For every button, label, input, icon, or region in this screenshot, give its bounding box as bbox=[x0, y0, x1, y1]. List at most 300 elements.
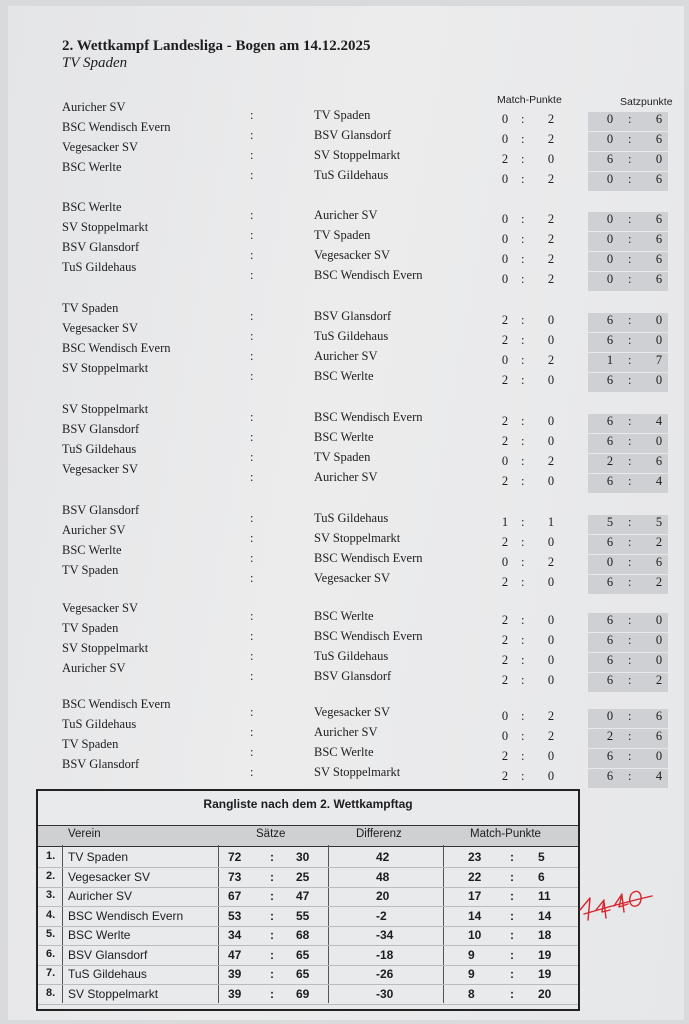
team-separator: : bbox=[250, 128, 254, 142]
difference: -30 bbox=[376, 986, 394, 1001]
sets-for: 73 bbox=[228, 869, 242, 884]
team-separator: : bbox=[250, 108, 254, 122]
away-team: BSC Werlte bbox=[314, 745, 374, 759]
match-points-colon: : bbox=[521, 414, 525, 428]
match-points-colon: : bbox=[521, 633, 525, 647]
match-points-away: 0 bbox=[547, 749, 555, 763]
match-row bbox=[0, 200, 689, 226]
match-points-colon: : bbox=[521, 535, 525, 549]
match-points-away: 2 bbox=[547, 454, 555, 468]
match-points-home: 0 bbox=[501, 132, 509, 146]
match-points-for: 14 bbox=[468, 908, 482, 923]
team-separator: : bbox=[250, 649, 254, 663]
match-points-away: 0 bbox=[547, 673, 555, 687]
match-points-colon: : bbox=[521, 333, 525, 347]
match-row bbox=[0, 621, 689, 647]
match-points-colon: : bbox=[521, 729, 525, 743]
sets-colon: : bbox=[270, 889, 274, 903]
home-team: Vegesacker SV bbox=[62, 321, 139, 335]
set-points-colon: : bbox=[628, 212, 632, 226]
ranking-row bbox=[38, 906, 578, 927]
match-points-home: 0 bbox=[501, 555, 509, 569]
match-points-colon: : bbox=[521, 272, 525, 286]
sets-against: 55 bbox=[296, 908, 310, 923]
set-points-away: 6 bbox=[655, 112, 663, 126]
ranking-header-row bbox=[38, 825, 578, 847]
match-row bbox=[0, 757, 689, 783]
set-points-away: 0 bbox=[655, 373, 663, 387]
match-points-home: 2 bbox=[501, 749, 509, 763]
sets-colon: : bbox=[270, 869, 274, 884]
set-points-home: 0 bbox=[606, 272, 614, 286]
team-separator: : bbox=[250, 329, 254, 343]
sets-for: 39 bbox=[228, 967, 242, 981]
match-points-away: 0 bbox=[547, 575, 555, 589]
away-team: TuS Gildehaus bbox=[314, 511, 389, 525]
match-points-away: 2 bbox=[547, 353, 555, 367]
sets-against: 65 bbox=[296, 967, 310, 981]
ranking-row bbox=[38, 925, 578, 946]
set-points-away: 0 bbox=[655, 313, 663, 327]
away-team: TV Spaden bbox=[314, 450, 371, 464]
match-points-colon: : bbox=[521, 575, 525, 589]
team-separator: : bbox=[250, 765, 254, 779]
ranking-title: Rangliste nach dem 2. Wettkampftag bbox=[203, 797, 413, 811]
sets-against: 65 bbox=[296, 947, 310, 962]
set-points-home: 6 bbox=[606, 575, 614, 589]
match-points-home: 0 bbox=[501, 172, 509, 186]
home-team: Vegesacker SV bbox=[62, 140, 139, 154]
set-points-colon: : bbox=[628, 653, 632, 667]
match-points-colon: : bbox=[521, 653, 525, 667]
set-points-home: 1 bbox=[606, 353, 614, 367]
sets-colon: : bbox=[270, 850, 274, 864]
ranking-row bbox=[38, 847, 578, 868]
match-row bbox=[0, 140, 689, 166]
set-points-colon: : bbox=[628, 555, 632, 569]
match-points-against: 14 bbox=[538, 908, 552, 923]
away-team: Vegesacker SV bbox=[314, 248, 391, 262]
away-team: TuS Gildehaus bbox=[314, 168, 389, 182]
rank-number: 6. bbox=[46, 947, 56, 960]
team-separator: : bbox=[250, 268, 254, 282]
set-points-away: 0 bbox=[655, 653, 663, 667]
match-points-home: 2 bbox=[501, 333, 509, 347]
match-row bbox=[0, 523, 689, 549]
match-points-away: 1 bbox=[547, 515, 555, 529]
team-separator: : bbox=[250, 609, 254, 623]
match-points-away: 0 bbox=[547, 474, 555, 488]
match-points-away: 2 bbox=[547, 252, 555, 266]
match-points-colon: : bbox=[521, 252, 525, 266]
difference: -34 bbox=[376, 928, 394, 942]
set-points-home: 2 bbox=[606, 454, 614, 468]
match-points-home: 0 bbox=[501, 232, 509, 246]
match-row bbox=[0, 543, 689, 569]
header-team: Verein bbox=[68, 828, 101, 840]
match-row bbox=[0, 503, 689, 529]
match-points-away: 0 bbox=[547, 769, 555, 783]
home-team: SV Stoppelmarkt bbox=[62, 220, 149, 234]
team-separator: : bbox=[250, 531, 254, 545]
match-points-header: Match-Punkte bbox=[497, 94, 562, 106]
set-points-header: Satzpunkte bbox=[620, 96, 673, 108]
home-team: BSC Wendisch Evern bbox=[62, 697, 171, 711]
match-points-home: 2 bbox=[501, 769, 509, 783]
match-points-colon: : bbox=[521, 555, 525, 569]
handwritten-signature bbox=[576, 880, 656, 926]
rank-number: 3. bbox=[46, 889, 56, 901]
match-points-home: 0 bbox=[501, 112, 509, 126]
match-row bbox=[0, 160, 689, 186]
home-team: SV Stoppelmarkt bbox=[62, 361, 149, 375]
set-points-colon: : bbox=[628, 709, 632, 723]
match-points-against: 6 bbox=[538, 869, 545, 884]
match-points-colon: : bbox=[521, 749, 525, 763]
set-points-colon: : bbox=[628, 673, 632, 687]
set-points-away: 0 bbox=[655, 749, 663, 763]
set-points-home: 6 bbox=[606, 313, 614, 327]
match-points-home: 2 bbox=[501, 535, 509, 549]
team-separator: : bbox=[250, 208, 254, 222]
match-points-home: 0 bbox=[501, 353, 509, 367]
match-points-colon: : bbox=[510, 850, 514, 864]
ranking-row bbox=[38, 867, 578, 888]
away-team: SV Stoppelmarkt bbox=[314, 148, 401, 162]
match-row bbox=[0, 361, 689, 387]
handwritten-stroke bbox=[580, 898, 590, 920]
difference: 42 bbox=[376, 850, 390, 864]
match-points-colon: : bbox=[510, 986, 514, 1001]
team-separator: : bbox=[250, 745, 254, 759]
match-row bbox=[0, 697, 689, 723]
header-match-points: Match-Punkte bbox=[470, 828, 541, 840]
match-points-colon: : bbox=[521, 353, 525, 367]
rank-number: 2. bbox=[46, 869, 56, 882]
match-points-for: 8 bbox=[468, 986, 475, 1001]
match-points-home: 2 bbox=[501, 474, 509, 488]
home-team: BSC Wendisch Evern bbox=[62, 120, 171, 134]
set-points-away: 0 bbox=[655, 434, 663, 448]
team-name: BSC Wendisch Evern bbox=[68, 908, 184, 923]
set-points-away: 6 bbox=[655, 729, 663, 743]
match-points-colon: : bbox=[521, 474, 525, 488]
away-team: BSC Wendisch Evern bbox=[314, 629, 423, 643]
match-points-away: 0 bbox=[547, 653, 555, 667]
match-row bbox=[0, 601, 689, 627]
set-points-away: 0 bbox=[655, 152, 663, 166]
set-points-colon: : bbox=[628, 272, 632, 286]
set-points-colon: : bbox=[628, 454, 632, 468]
match-row bbox=[0, 563, 689, 589]
set-points-home: 6 bbox=[606, 653, 614, 667]
team-name: Auricher SV bbox=[68, 889, 133, 903]
match-points-away: 0 bbox=[547, 414, 555, 428]
away-team: BSC Wendisch Evern bbox=[314, 268, 423, 282]
set-points-colon: : bbox=[628, 152, 632, 166]
match-points-colon: : bbox=[521, 515, 525, 529]
set-points-away: 6 bbox=[655, 709, 663, 723]
set-points-away: 2 bbox=[655, 535, 663, 549]
set-points-home: 6 bbox=[606, 474, 614, 488]
set-points-colon: : bbox=[628, 112, 632, 126]
set-points-away: 6 bbox=[655, 454, 663, 468]
set-points-colon: : bbox=[628, 232, 632, 246]
match-points-colon: : bbox=[510, 947, 514, 962]
match-points-against: 11 bbox=[538, 889, 551, 903]
difference: -2 bbox=[376, 908, 387, 923]
home-team: Auricher SV bbox=[62, 100, 126, 114]
set-points-home: 6 bbox=[606, 769, 614, 783]
match-points-home: 2 bbox=[501, 575, 509, 589]
team-separator: : bbox=[250, 725, 254, 739]
ranking-row bbox=[38, 886, 578, 907]
set-points-home: 0 bbox=[606, 212, 614, 226]
team-separator: : bbox=[250, 410, 254, 424]
match-row bbox=[0, 341, 689, 367]
away-team: BSC Werlte bbox=[314, 369, 374, 383]
team-separator: : bbox=[250, 551, 254, 565]
set-points-home: 5 bbox=[606, 515, 614, 529]
home-team: Auricher SV bbox=[62, 661, 126, 675]
match-points-colon: : bbox=[521, 709, 525, 723]
team-separator: : bbox=[250, 430, 254, 444]
team-separator: : bbox=[250, 629, 254, 643]
match-row bbox=[0, 240, 689, 266]
away-team: TuS Gildehaus bbox=[314, 649, 389, 663]
team-separator: : bbox=[250, 470, 254, 484]
home-team: Vegesacker SV bbox=[62, 601, 139, 615]
match-points-home: 2 bbox=[501, 373, 509, 387]
match-points-colon: : bbox=[521, 132, 525, 146]
match-points-away: 2 bbox=[547, 132, 555, 146]
set-points-away: 0 bbox=[655, 333, 663, 347]
match-points-against: 19 bbox=[538, 947, 552, 962]
away-team: Auricher SV bbox=[314, 470, 378, 484]
home-team: BSV Glansdorf bbox=[62, 757, 140, 771]
home-team: BSC Wendisch Evern bbox=[62, 341, 171, 355]
away-team: BSV Glansdorf bbox=[314, 128, 392, 142]
home-team: BSC Werlte bbox=[62, 543, 122, 557]
home-team: BSV Glansdorf bbox=[62, 422, 140, 436]
match-row bbox=[0, 100, 689, 126]
match-points-home: 2 bbox=[501, 414, 509, 428]
set-points-away: 4 bbox=[655, 769, 663, 783]
set-points-colon: : bbox=[628, 535, 632, 549]
match-points-home: 2 bbox=[501, 613, 509, 627]
team-separator: : bbox=[250, 369, 254, 383]
away-team: TV Spaden bbox=[314, 228, 371, 242]
set-points-away: 2 bbox=[655, 575, 663, 589]
set-points-home: 0 bbox=[606, 252, 614, 266]
team-separator: : bbox=[250, 511, 254, 525]
match-row bbox=[0, 737, 689, 763]
sets-for: 47 bbox=[228, 947, 242, 962]
match-points-colon: : bbox=[521, 454, 525, 468]
away-team: BSC Werlte bbox=[314, 609, 374, 623]
match-points-for: 9 bbox=[468, 967, 475, 981]
home-team: TuS Gildehaus bbox=[62, 260, 137, 274]
home-team: BSC Werlte bbox=[62, 160, 122, 174]
rank-number: 4. bbox=[46, 908, 56, 921]
match-points-for: 17 bbox=[468, 889, 482, 903]
match-points-colon: : bbox=[510, 908, 514, 923]
sets-colon: : bbox=[270, 967, 274, 981]
match-points-away: 2 bbox=[547, 555, 555, 569]
match-points-away: 0 bbox=[547, 535, 555, 549]
team-separator: : bbox=[250, 349, 254, 363]
match-points-colon: : bbox=[510, 889, 514, 903]
set-points-home: 6 bbox=[606, 333, 614, 347]
set-points-home: 6 bbox=[606, 373, 614, 387]
match-points-home: 0 bbox=[501, 252, 509, 266]
away-team: BSC Werlte bbox=[314, 430, 374, 444]
match-points-home: 2 bbox=[501, 313, 509, 327]
match-points-colon: : bbox=[521, 313, 525, 327]
match-points-colon: : bbox=[521, 613, 525, 627]
set-points-away: 4 bbox=[655, 414, 663, 428]
match-points-away: 0 bbox=[547, 633, 555, 647]
set-points-away: 6 bbox=[655, 252, 663, 266]
difference: -26 bbox=[376, 967, 394, 981]
sets-for: 53 bbox=[228, 908, 242, 923]
match-row bbox=[0, 321, 689, 347]
match-row bbox=[0, 402, 689, 428]
set-points-colon: : bbox=[628, 729, 632, 743]
set-points-colon: : bbox=[628, 575, 632, 589]
home-team: BSV Glansdorf bbox=[62, 240, 140, 254]
match-points-colon: : bbox=[521, 232, 525, 246]
away-team: TuS Gildehaus bbox=[314, 329, 389, 343]
away-team: TV Spaden bbox=[314, 108, 371, 122]
page-subtitle: TV Spaden bbox=[62, 55, 128, 71]
team-separator: : bbox=[250, 168, 254, 182]
sets-against: 30 bbox=[296, 850, 310, 864]
home-team: Vegesacker SV bbox=[62, 462, 139, 476]
set-points-colon: : bbox=[628, 414, 632, 428]
away-team: BSC Wendisch Evern bbox=[314, 410, 423, 424]
match-row bbox=[0, 301, 689, 327]
match-points-away: 0 bbox=[547, 152, 555, 166]
set-points-away: 7 bbox=[655, 353, 663, 367]
set-points-colon: : bbox=[628, 474, 632, 488]
set-points-home: 6 bbox=[606, 613, 614, 627]
team-separator: : bbox=[250, 450, 254, 464]
page-title: 2. Wettkampf Landesliga - Bogen am 14.12.2025 bbox=[62, 38, 371, 54]
set-points-home: 6 bbox=[606, 152, 614, 166]
match-points-for: 22 bbox=[468, 869, 482, 884]
match-points-colon: : bbox=[521, 373, 525, 387]
difference: 20 bbox=[376, 889, 390, 903]
match-points-away: 2 bbox=[547, 709, 555, 723]
match-points-away: 0 bbox=[547, 313, 555, 327]
away-team: SV Stoppelmarkt bbox=[314, 531, 401, 545]
match-points-away: 2 bbox=[547, 172, 555, 186]
match-points-home: 0 bbox=[501, 272, 509, 286]
home-team: BSC Werlte bbox=[62, 200, 122, 214]
away-team: BSV Glansdorf bbox=[314, 309, 392, 323]
match-points-against: 18 bbox=[538, 928, 552, 942]
home-team: BSV Glansdorf bbox=[62, 503, 140, 517]
sets-against: 47 bbox=[296, 889, 310, 903]
match-points-home: 2 bbox=[501, 434, 509, 448]
set-points-colon: : bbox=[628, 749, 632, 763]
team-separator: : bbox=[250, 148, 254, 162]
match-row bbox=[0, 260, 689, 286]
set-points-colon: : bbox=[628, 515, 632, 529]
set-points-home: 0 bbox=[606, 232, 614, 246]
set-points-away: 6 bbox=[655, 272, 663, 286]
match-points-away: 0 bbox=[547, 434, 555, 448]
match-points-home: 2 bbox=[501, 653, 509, 667]
match-points-colon: : bbox=[510, 967, 514, 981]
ranking-table bbox=[36, 789, 580, 1011]
rank-number: 7. bbox=[46, 967, 56, 979]
set-points-home: 0 bbox=[606, 555, 614, 569]
match-points-colon: : bbox=[521, 769, 525, 783]
match-row bbox=[0, 220, 689, 246]
set-points-home: 6 bbox=[606, 434, 614, 448]
match-points-home: 0 bbox=[501, 729, 509, 743]
match-points-against: 19 bbox=[538, 967, 552, 981]
set-points-home: 2 bbox=[606, 729, 614, 743]
team-separator: : bbox=[250, 309, 254, 323]
sets-colon: : bbox=[270, 986, 274, 1001]
set-points-away: 6 bbox=[655, 132, 663, 146]
match-points-for: 10 bbox=[468, 928, 482, 942]
sets-for: 39 bbox=[228, 986, 242, 1001]
match-points-away: 2 bbox=[547, 212, 555, 226]
set-points-colon: : bbox=[628, 172, 632, 186]
sets-against: 69 bbox=[296, 986, 310, 1001]
match-points-against: 20 bbox=[538, 986, 552, 1001]
set-points-away: 6 bbox=[655, 555, 663, 569]
match-points-away: 2 bbox=[547, 272, 555, 286]
match-points-colon: : bbox=[510, 869, 514, 884]
sets-colon: : bbox=[270, 928, 274, 942]
rank-number: 8. bbox=[46, 986, 56, 999]
match-points-home: 2 bbox=[501, 673, 509, 687]
match-points-home: 1 bbox=[501, 515, 509, 529]
match-row bbox=[0, 442, 689, 468]
set-points-colon: : bbox=[628, 252, 632, 266]
home-team: TuS Gildehaus bbox=[62, 717, 137, 731]
away-team: SV Stoppelmarkt bbox=[314, 765, 401, 779]
away-team: Vegesacker SV bbox=[314, 705, 391, 719]
set-points-away: 0 bbox=[655, 613, 663, 627]
set-points-home: 6 bbox=[606, 749, 614, 763]
match-points-colon: : bbox=[521, 112, 525, 126]
home-team: Auricher SV bbox=[62, 523, 126, 537]
match-points-home: 2 bbox=[501, 633, 509, 647]
match-points-against: 5 bbox=[538, 850, 545, 864]
match-points-away: 0 bbox=[547, 373, 555, 387]
team-separator: : bbox=[250, 228, 254, 242]
set-points-away: 6 bbox=[655, 212, 663, 226]
set-points-away: 5 bbox=[655, 515, 663, 529]
match-points-colon: : bbox=[521, 673, 525, 687]
sets-against: 68 bbox=[296, 928, 310, 942]
set-points-home: 6 bbox=[606, 633, 614, 647]
sets-colon: : bbox=[270, 947, 274, 962]
match-points-away: 2 bbox=[547, 112, 555, 126]
team-separator: : bbox=[250, 705, 254, 719]
sets-for: 67 bbox=[228, 889, 242, 903]
match-row bbox=[0, 641, 689, 667]
away-team: BSV Glansdorf bbox=[314, 669, 392, 683]
match-points-colon: : bbox=[510, 928, 514, 942]
ranking-row bbox=[38, 945, 578, 966]
